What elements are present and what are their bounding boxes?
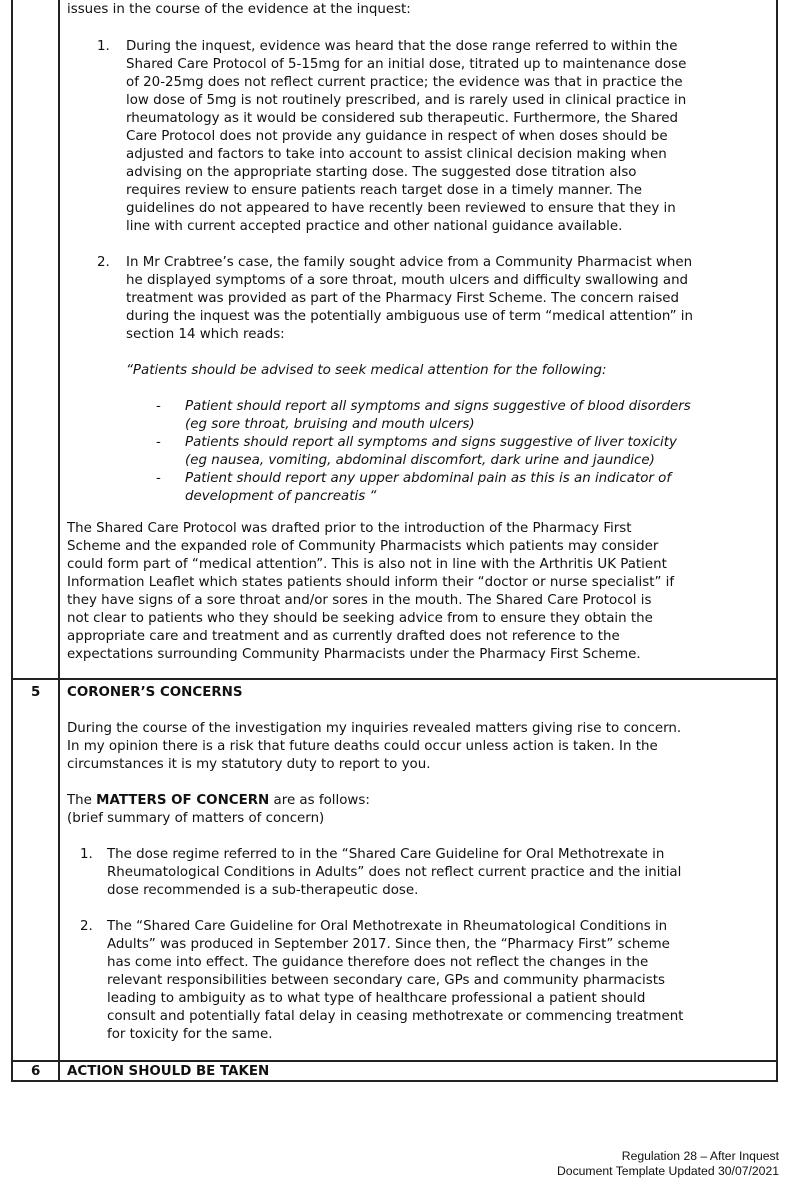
section-6-number: 6	[31, 1064, 41, 1079]
list-number: 1.	[97, 39, 110, 54]
section-5-number: 5	[31, 685, 41, 700]
list-line: requires review to ensure patients reach target dose in a timely manner. The	[126, 183, 642, 198]
paragraph-line: The Shared Care Protocol was drafted prior to the introduction of the Pharmacy First	[67, 521, 632, 536]
list-line: for toxicity for the same.	[107, 1027, 273, 1042]
matters-of-concern-line	[67, 792, 370, 809]
list-line: Care Protocol does not provide any guidance in respect of when doses should be	[126, 129, 668, 144]
list-line: leading to ambiguity as to what type of healthcare professional a patient should	[107, 991, 646, 1006]
list-line: During the inquest, evidence was heard that the dose range referred to within the	[126, 39, 678, 54]
list-line: during the inquest was the potentially ambiguous use of term “medical attention” in	[126, 309, 693, 324]
list-line: rheumatology as it would be considered sub therapeutic. Furthermore, the Shared	[126, 111, 678, 126]
paragraph-line: could form part of “medical attention”. This is also not in line with the Arthritis UK Patient	[67, 557, 667, 572]
list-line: Adults” was produced in September 2017. Since then, the “Pharmacy First” scheme	[107, 937, 670, 952]
list-number: 1.	[80, 847, 93, 862]
table-column-divider	[58, 0, 60, 1080]
table-left-border	[11, 0, 13, 1080]
paragraph-line: During the course of the investigation my inquiries revealed matters giving rise to concern.	[67, 721, 682, 736]
list-line: of 20-25mg does not reflect current practice; the evidence was that in practice the	[126, 75, 683, 90]
list-number: 2.	[80, 919, 93, 934]
bullet-dash: -	[156, 399, 161, 414]
paragraph-line: not clear to patients who they should be seeking advice from to ensure they obtain the	[67, 611, 653, 626]
list-line: consult and potentially fatal delay in ceasing methotrexate or commencing treatment	[107, 1009, 684, 1024]
bullet-dash: -	[156, 435, 161, 450]
matters-bold: MATTERS OF CONCERN	[96, 793, 270, 808]
table-right-border	[776, 0, 778, 1080]
list-line: The “Shared Care Guideline for Oral Methotrexate in Rheumatological Conditions in	[107, 919, 668, 934]
paragraph-line: In my opinion there is a risk that future deaths could occur unless action is taken. In the	[67, 739, 658, 754]
bullet-line: Patient should report all symptoms and signs suggestive of blood disorders	[185, 399, 691, 414]
list-line: advising on the appropriate starting dose. The suggested dose titration also	[126, 165, 637, 180]
section-5-heading: CORONER’S CONCERNS	[67, 685, 243, 700]
bullet-dash: -	[156, 471, 161, 486]
list-line: section 14 which reads:	[126, 327, 285, 342]
bullet-line: Patients should report all symptoms and signs suggestive of liver toxicity	[185, 435, 677, 450]
brief-summary: (brief summary of matters of concern)	[67, 811, 325, 826]
list-line: Shared Care Protocol of 5-15mg for an initial dose, titrated up to maintenance dose	[126, 57, 687, 72]
paragraph-line: Information Leaflet which states patients should inform their “doctor or nurse specialist” if	[67, 575, 675, 590]
list-line: has come into effect. The guidance therefore does not reflect the changes in the	[107, 955, 649, 970]
intro-line: issues in the course of the evidence at the inquest:	[67, 2, 411, 17]
list-line: Rheumatological Conditions in Adults” does not reflect current practice and the initial	[107, 865, 682, 880]
paragraph-line: appropriate care and treatment and as currently drafted does not reference to the	[67, 629, 620, 644]
list-line: treatment was provided as part of the Pharmacy First Scheme. The concern raised	[126, 291, 680, 306]
list-line: dose recommended is a sub-therapeutic dose.	[107, 883, 419, 898]
section-6-heading: ACTION SHOULD BE TAKEN	[67, 1064, 270, 1079]
footer-template-date: Document Template Updated 30/07/2021	[556, 1164, 779, 1178]
matters-suffix: are as follows:	[269, 793, 370, 808]
quote-intro: “Patients should be advised to seek medical attention for the following:	[126, 363, 607, 378]
footer-regulation: Regulation 28 – After Inquest	[621, 1149, 779, 1163]
list-number: 2.	[97, 255, 110, 270]
list-line: The dose regime referred to in the “Shared Care Guideline for Oral Methotrexate in	[107, 847, 665, 862]
bullet-line: (eg nausea, vomiting, abdominal discomfort, dark urine and jaundice)	[185, 453, 655, 468]
bullet-line: development of pancreatis “	[185, 489, 377, 504]
page-footer	[557, 1149, 779, 1179]
paragraph-line: expectations surrounding Community Pharmacists under the Pharmacy First Scheme.	[67, 647, 641, 662]
list-line: relevant responsibilities between secondary care, GPs and community pharmacists	[107, 973, 665, 988]
section-5-top-rule	[11, 678, 778, 680]
list-line: he displayed symptoms of a sore throat, mouth ulcers and difficulty swallowing and	[126, 273, 689, 288]
list-line: line with current accepted practice and other national guidance available.	[126, 219, 623, 234]
list-line: In Mr Crabtree’s case, the family sought advice from a Community Pharmacist when	[126, 255, 693, 270]
list-line: guidelines do not appeared to have recently been reviewed to ensure that they in	[126, 201, 676, 216]
matters-prefix: The	[67, 793, 97, 808]
bullet-line: (eg sore throat, bruising and mouth ulcers)	[185, 417, 475, 432]
list-line: adjusted and factors to take into account to assist clinical decision making when	[126, 147, 667, 162]
paragraph-line: they have signs of a sore throat and/or sores in the mouth. The Shared Care Protocol is	[67, 593, 652, 608]
bullet-line: Patient should report any upper abdominal pain as this is an indicator of	[185, 471, 672, 486]
list-line: low dose of 5mg is not routinely prescribed, and is rarely used in clinical practice in	[126, 93, 687, 108]
section-6-top-rule	[11, 1060, 778, 1062]
paragraph-line: Scheme and the expanded role of Community Pharmacists which patients may consider	[67, 539, 659, 554]
paragraph-line: circumstances it is my statutory duty to report to you.	[67, 757, 431, 772]
